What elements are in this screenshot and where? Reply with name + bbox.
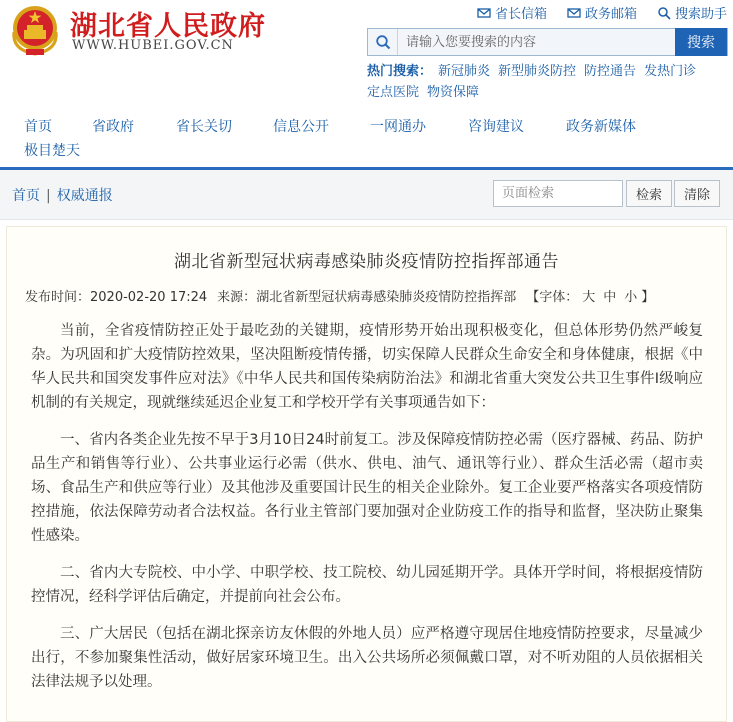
- nav-item-home[interactable]: 首页: [24, 119, 52, 135]
- article-paragraph: 当前，全省疫情防控正处于最吃劲的关键期，疫情形势开始出现积极变化，但总体形势仍然严峻复杂。为巩固和扩大疫情防控效果，坚决阻断疫情传播，切实保障人民群众生命安全和身体健康，根据《中华人民共和国突发事件应对法》《中华人民共和国传染病防治法》和湖北省重大突发公共卫生事件I级响应机制的有关规定，现就继续延迟企业复工和学校开学有关事项通告如下：: [31, 323, 703, 411]
- hot-search-item[interactable]: 防控通告: [584, 64, 637, 79]
- hot-search-item[interactable]: 发热门诊: [644, 64, 697, 79]
- nav-item-consult[interactable]: 咨询建议: [468, 119, 524, 135]
- search-icon: [657, 6, 671, 20]
- hot-search-item[interactable]: 新型肺炎防控: [498, 64, 577, 79]
- article: [6, 226, 727, 722]
- font-size-close: 】: [641, 290, 655, 305]
- source-label: 来源：: [217, 290, 257, 305]
- article-paragraph: 三、广大居民（包括在湖北探亲访友休假的外地人员）应严格遵守现居住地疫情防控要求，尽量减少出行，不参加聚集性活动，做好居家环境卫生。出入公共场所必须佩戴口罩，对不听劝阻的人员依据相关法律法规予以处理。: [31, 626, 703, 690]
- site-search-input[interactable]: [398, 29, 668, 55]
- nav-item-jimu-chutian[interactable]: 极目楚天: [24, 143, 80, 159]
- font-size-small[interactable]: 小: [624, 290, 638, 305]
- site-header: [0, 0, 733, 110]
- font-size-label: 【字体：: [526, 290, 579, 305]
- font-size-medium[interactable]: 中: [603, 290, 617, 305]
- breadcrumb-current[interactable]: 权威通报: [56, 188, 113, 204]
- hot-search-item[interactable]: 新冠肺炎: [438, 64, 491, 79]
- search-icon: [368, 29, 398, 55]
- search-assistant-link[interactable]: [657, 3, 727, 22]
- page-search-button[interactable]: 检索: [626, 180, 672, 207]
- article-body: [31, 319, 703, 707]
- article-title: 湖北省新型冠状病毒感染肺炎疫情防控指挥部通告: [174, 252, 559, 272]
- publish-time: 2020-02-20 17:24: [90, 290, 208, 305]
- national-emblem-logo[interactable]: [6, 2, 64, 58]
- nav-item-province-gov[interactable]: 省政府: [92, 119, 134, 135]
- page-search-input[interactable]: [493, 180, 623, 207]
- nav-item-one-stop-service[interactable]: 一网通办: [370, 119, 426, 135]
- breadcrumb-home[interactable]: 首页: [12, 188, 40, 204]
- site-url: WWW.HUBEI.GOV.CN: [72, 38, 234, 53]
- gov-email-link[interactable]: [567, 3, 637, 22]
- hot-search-item[interactable]: 物资保障: [427, 85, 480, 100]
- font-size-large[interactable]: 大: [582, 290, 596, 305]
- breadcrumb-bar: [0, 170, 733, 220]
- article-paragraph: 二、省内大专院校、中小学、中职学校、技工院校、幼儿园延期开学。具体开学时间，将根据疫情防控情况，经科学评估后确定，并提前向社会公布。: [31, 565, 703, 605]
- breadcrumb: [12, 185, 113, 205]
- search-button[interactable]: 搜索: [675, 28, 727, 56]
- governor-mailbox-label: 省长信箱: [494, 7, 547, 22]
- clear-button[interactable]: 清除: [674, 180, 720, 207]
- mail-icon: [567, 6, 581, 20]
- governor-mailbox-link[interactable]: [477, 3, 547, 22]
- breadcrumb-separator: |: [46, 188, 51, 204]
- site-search-box: [367, 28, 728, 56]
- hot-search-item[interactable]: 定点医院: [367, 85, 420, 100]
- site-title[interactable]: 湖北省人民政府: [70, 11, 266, 42]
- main-nav: [0, 113, 733, 163]
- nav-item-new-media[interactable]: 政务新媒体: [566, 119, 636, 135]
- hot-search: [367, 61, 707, 103]
- source-value: 湖北省新型冠状病毒感染肺炎疫情防控指挥部: [256, 290, 517, 305]
- mail-icon: [477, 6, 491, 20]
- article-meta: [25, 286, 654, 305]
- top-links: [477, 3, 727, 22]
- nav-item-info-disclosure[interactable]: 信息公开: [273, 119, 329, 135]
- article-paragraph: 一、省内各类企业先按不早于3月10日24时前复工。涉及保障疫情防控必需（医疗器械、药品、防护品生产和销售等行业）、公共事业运行必需（供水、供电、油气、通讯等行业）、群众生活必需（超市卖场、食品生产和供应等行业）及其他涉及重要国计民生的相关企业除外。复工企业要严格落实各项疫情防控措施，依法保障劳动者合法权益。各行业主管部门要加强对企业防疫工作的指导和监督，坚决防止聚集性感染。: [31, 432, 703, 544]
- nav-item-governor-concerns[interactable]: 省长关切: [176, 119, 232, 135]
- gov-email-label: 政务邮箱: [584, 7, 637, 22]
- search-assistant-label: 搜索助手: [674, 7, 727, 22]
- hot-search-label: 热门搜索：: [367, 64, 433, 79]
- publish-label: 发布时间：: [25, 290, 91, 305]
